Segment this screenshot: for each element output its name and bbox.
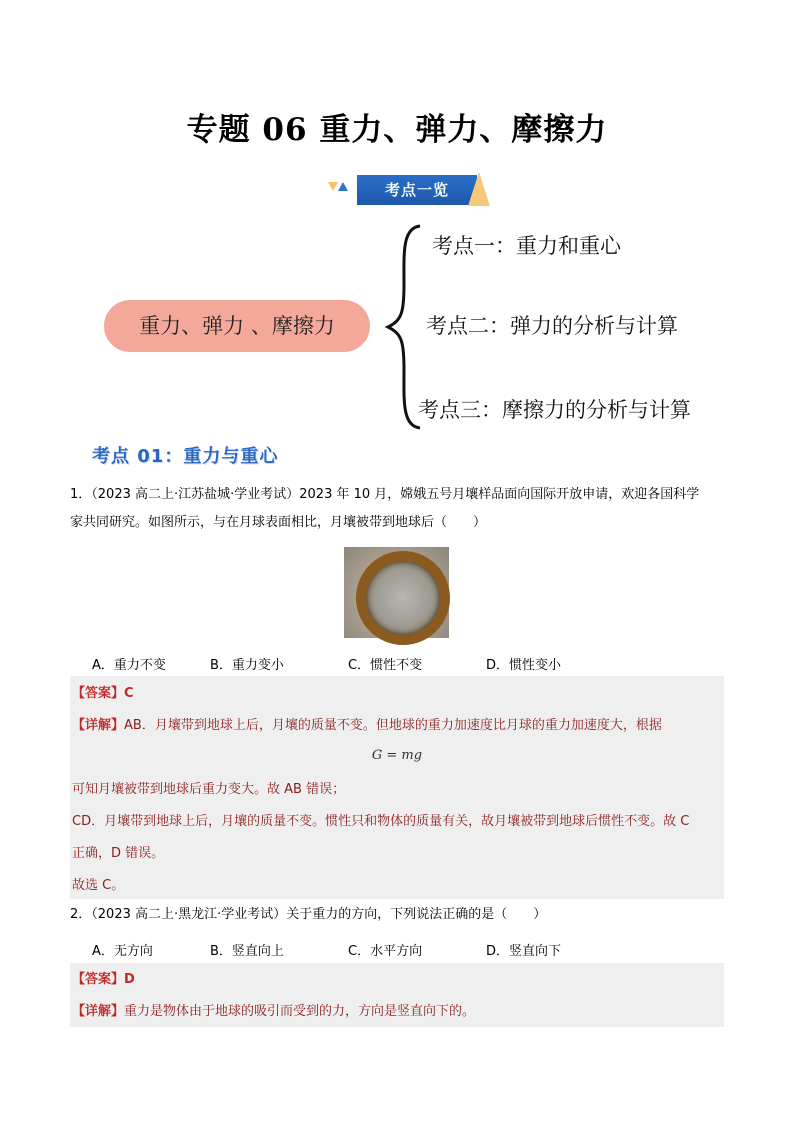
detail-text: 重力是物体由于地球的吸引而受到的力，方向是竖直向下的。 [124, 1004, 476, 1019]
q2-option-c: C．水平方向 [348, 944, 423, 959]
banner-label: 考点一览 [357, 175, 477, 205]
q2-option-b: B．竖直向上 [210, 944, 284, 959]
section-heading: 考点 01：重力与重心 [92, 446, 279, 467]
q1-detail-2: 可知月壤被带到地球后重力变大。故 AB 错误； [72, 782, 346, 797]
sample-ring [356, 551, 450, 645]
triangle-up-icon [338, 182, 348, 191]
q1-option-a: A．重力不变 [92, 658, 166, 673]
moon-soil-photo [344, 547, 449, 638]
answer-tag: 【答案】 [72, 972, 125, 987]
overview-point-3: 考点三：摩擦力的分析与计算 [418, 398, 691, 422]
overview-point-2: 考点二：弹力的分析与计算 [426, 314, 678, 338]
detail-tag: 【详解】 [72, 718, 125, 733]
q2-line1: 2．（2023 高二上·黑龙江·学业考试）关于重力的方向，下列说法正确的是（ ） [70, 907, 547, 922]
q1-detail-3: CD．月壤带到地球上后，月壤的质量不变。惯性只和物体的质量有关，故月壤被带到地球后惯性不变。故 C [72, 814, 690, 829]
overview-point-1: 考点一：重力和重心 [432, 234, 621, 258]
q1-option-b: B．重力变小 [210, 658, 284, 673]
formula: G = mg [371, 748, 423, 763]
q1-detail-4: 正确，D 错误。 [72, 846, 165, 861]
detail-text: AB．月壤带到地球上后，月壤的质量不变。但地球的重力加速度比月球的重力加速度大，根据 [124, 718, 662, 733]
overview-center: 重力、弹力 、摩擦力 [104, 300, 370, 352]
q1-line1: 1．（2023 高二上·江苏盐城·学业考试）2023 年 10 月，嫦娥五号月壤样品面向国际开放申请，欢迎各国科学 [70, 487, 700, 502]
detail-tag: 【详解】 [72, 1004, 125, 1019]
q1-line2: 家共同研究。如图所示，与在月球表面相比，月壤被带到地球后（ ） [70, 515, 487, 530]
answer-value: D [124, 972, 135, 987]
triangle-decor-icon [468, 172, 490, 206]
q1-detail-5: 故选 C。 [72, 878, 125, 893]
page-title: 专题 06 重力、弹力、摩擦力 [186, 112, 608, 148]
banner [322, 172, 492, 208]
answer-value: C [124, 686, 134, 701]
q1-answer [72, 684, 134, 704]
triangle-down-icon [328, 182, 338, 191]
q2-answer [72, 970, 135, 990]
q1-option-c: C．惯性不变 [348, 658, 423, 673]
q2-option-a: A．无方向 [92, 944, 153, 959]
q1-option-d: D．惯性变小 [486, 658, 562, 673]
q1-detail-1 [72, 716, 662, 736]
answer-tag: 【答案】 [72, 686, 125, 701]
q2-detail-1 [72, 1002, 475, 1022]
q2-option-d: D．竖直向下 [486, 944, 562, 959]
